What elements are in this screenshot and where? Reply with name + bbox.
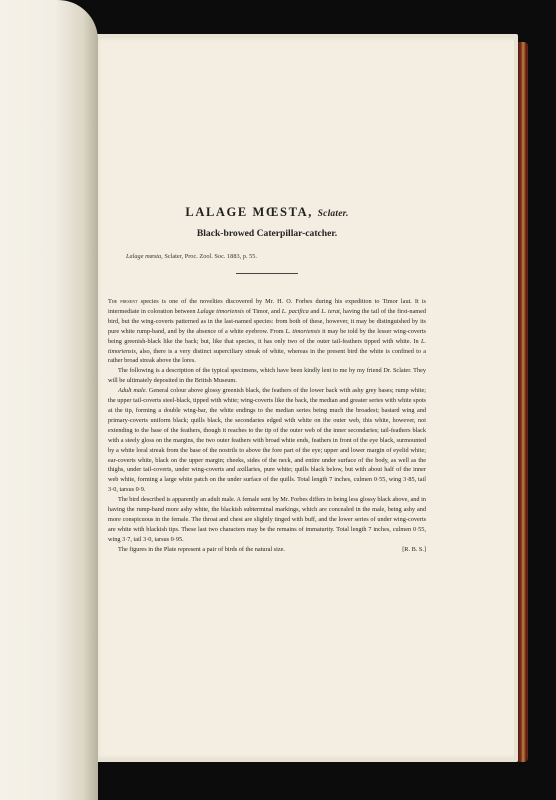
species-title [108,205,426,220]
reference-source: Sclater, Proc. Zool. Soc. 1883, p. 55. [162,253,257,260]
italic-name: L. terat, [321,307,342,315]
italic-name: L. timoriensis [285,327,321,335]
left-page-curl [0,0,98,800]
paragraph-plate: The figures in the Plate represent a pair of birds of the natural size. [118,545,285,553]
page-content [108,205,426,555]
text-run: and [308,307,322,315]
italic-name: L. timoriensis, [108,337,426,355]
lead-words: The present [108,298,138,305]
reference-name: Lalage mœsta, [126,253,163,260]
paragraph-specimens: The following is a description of the typical specimens, which have been kindly lent to me by my friend Dr. Sclater. They will be ultimately deposited in the British Museum. [108,367,426,385]
text-run: species is one of the novelties discovered by Mr. H. O. Forbes during his expedition to Timor laut. It is intermediate in coloration between [108,298,426,315]
text-run: also, there is a very distinct superciliary streak of white, whereas in the present bird the white is confined to a rather broad streak above the lores. [108,347,426,365]
italic-name: L. pacifica [281,307,309,315]
description-text [108,297,426,555]
italic-name: Lalage timoriensis [197,307,245,315]
author-initials: [R. B. S.] [402,545,426,553]
text-run: of Timor, and [244,307,282,315]
species-authority: Sclater. [317,209,349,219]
common-name: Black-browed Caterpillar-catcher. [196,228,338,239]
divider-rule [236,273,298,274]
text-run: having the tail of the first-named bird, but the wing-coverts patterned as in the last-named species: from both of these, however, it may be distinguished by its pure white rump-band, and by the absence of a white eyebrow. From [108,307,426,335]
text-run: General colour above glossy greenish black, the feathers of the lower back with ashy grey bases; rump white; the upper tail-coverts steel-black, tipped with white; wing-coverts like the back, the median and greater series with white spots at the tip, forming a double wing-bar, the white endings to the median series being much the broadest; bastard wing and primary-coverts uniform black; quills black, the secondaries edged with white on the outer web, this white, however, not extending to the base of the feathers, though it reaches to the tip of the outer web of the inner secondaries; tail-feathers black with a steely gloss on the margins, the two outer feathers with broad white ends, feathers in front of the eye black, surmounted by a white loral streak from the base of the nostrils to above the fore part of the eye; upper and lower margin of eyelid white; ear-coverts white, black on the upper margin; cheeks, sides of the neck, and entire under surface of the body, as well as the thighs, under tail-coverts, under wing-coverts and axillaries, pure white; quills black below, but with about half of the inner web white, forming a large white patch on the under surface of the quills. Total length 7 inches, culmen 0·55, wing 3·85, tail 3·0, tarsus 0·9. [108,387,426,494]
text-run: it may be told by the lesser wing-coverts being greenish-black like the back; but, like that species, it has only two of the outer tail-feathers tipped with white. In [108,327,426,345]
reference-citation [126,253,426,260]
paragraph-adult-male [108,386,426,495]
paragraph-intro [108,297,426,366]
section-label: Adult male. [118,387,148,395]
paragraph-female: The bird described is apparently an adult male. A female sent by Mr. Forbes differs in being less glossy black above, and in having the rump-band more ashy white, the blackish subterminal markings, which are concealed in the male, being ashy and more conspicuous in the female. The throat and chest are slightly tinged with buff, and the lower series of under wing-coverts are white with blackish tips. These last two characters may be the remains of immaturity. Total length 7 inches, culmen 0·55, wing 3·7, tail 3·0, tarsus 0·95. [108,496,426,543]
species-name: LALAGE MŒSTA, [185,205,313,219]
